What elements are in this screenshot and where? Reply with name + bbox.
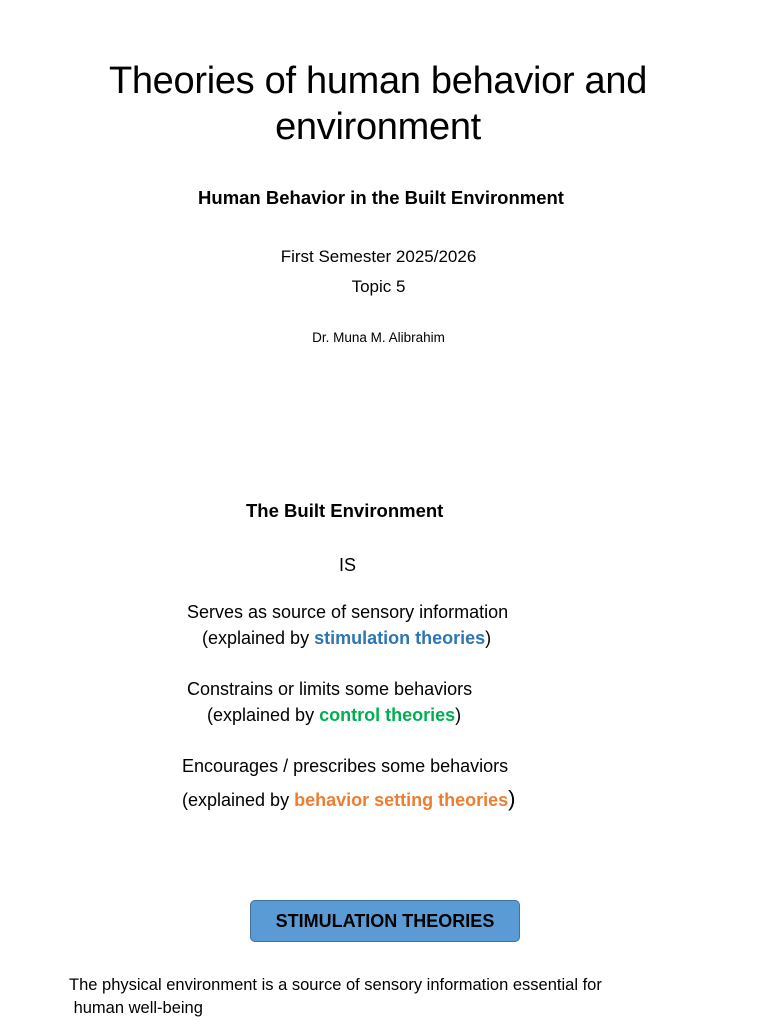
item3-prefix: (explained by: [182, 790, 295, 810]
author-name: Dr. Muna M. Alibrahim: [312, 330, 445, 345]
topic-label: Topic 5: [351, 277, 406, 296]
course-subtitle: Human Behavior in the Built Environment: [198, 187, 564, 208]
item1-explanation: [202, 628, 491, 649]
title-line-2: environment: [275, 106, 481, 148]
behavior-setting-theories-text: behavior setting theories: [294, 790, 509, 810]
item2-suffix: ): [455, 705, 462, 725]
paragraph-line-2: human well-being: [69, 999, 203, 1017]
title-line-1: Theories of human behavior and: [108, 60, 648, 102]
stimulation-theories-text: stimulation theories: [314, 628, 486, 648]
item2-line: Constrains or limits some behaviors: [187, 679, 473, 699]
item2-prefix: (explained by: [207, 705, 320, 725]
stimulation-theories-box-label: STIMULATION THEORIES: [275, 910, 495, 931]
page-title: [0, 58, 756, 150]
item1-suffix: ): [485, 628, 492, 648]
paragraph-line-1: The physical environment is a source of sensory information essential for: [69, 976, 602, 994]
stimulation-theories-box: [250, 900, 520, 942]
control-theories-text: control theories: [319, 705, 456, 725]
item1-prefix: (explained by: [202, 628, 315, 648]
section-heading: The Built Environment: [246, 500, 444, 521]
item3-line: Encourages / prescribes some behaviors: [182, 756, 509, 776]
item1-line: Serves as source of sensory information: [187, 602, 509, 622]
body-paragraph: [69, 974, 709, 1020]
item3-explanation: [182, 786, 515, 812]
is-label: IS: [339, 555, 357, 575]
item2-explanation: [207, 705, 461, 726]
semester-label: First Semester 2025/2026: [280, 247, 477, 266]
item3-suffix: ): [508, 786, 516, 811]
